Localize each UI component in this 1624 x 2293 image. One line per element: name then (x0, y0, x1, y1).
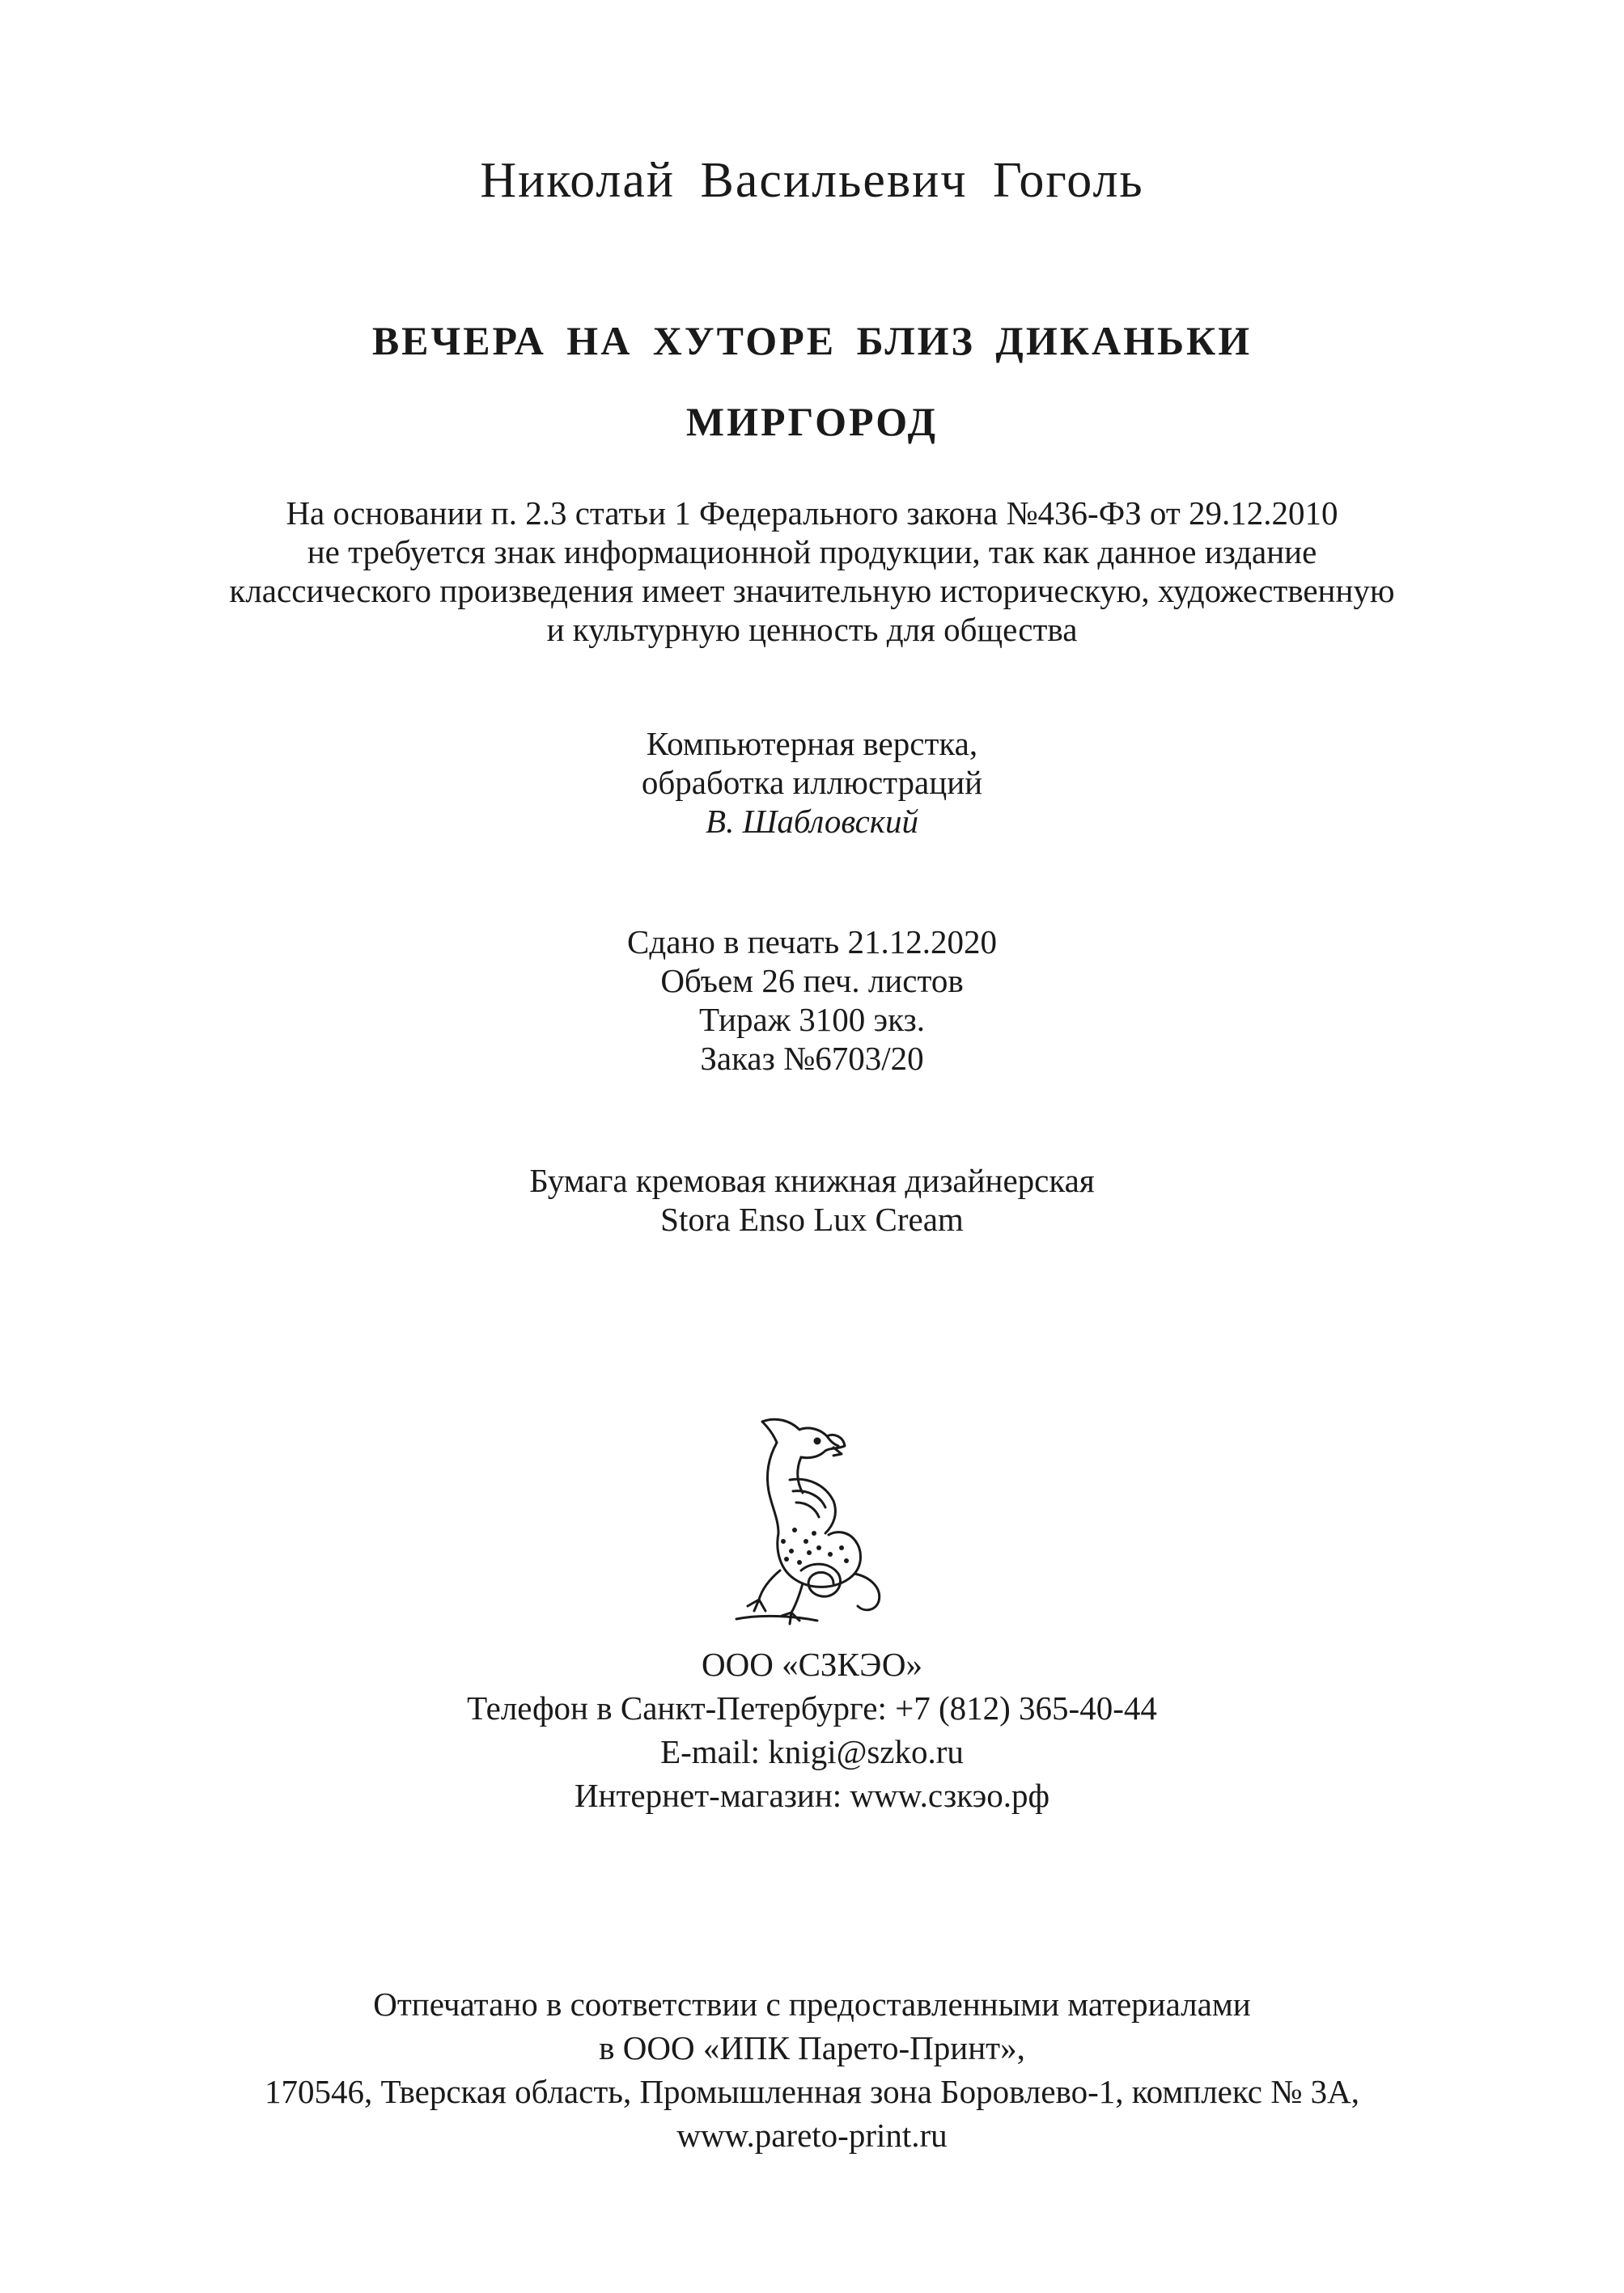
print-run: Тираж 3100 экз. (699, 1001, 925, 1038)
legal-notice-line: не требуется знак информационной продукции, так как данное издание (307, 533, 1317, 570)
order-number: Заказ №6703/20 (700, 1040, 924, 1077)
legal-notice (0, 494, 1624, 649)
printer-line: в ООО «ИПК Парето-Принт», (599, 2029, 1025, 2066)
credits-role: обработка иллюстраций (641, 764, 983, 801)
book-title-2: МИРГОРОД (685, 399, 939, 444)
signed-to-print: Сдано в печать 21.12.2020 (627, 923, 997, 960)
legal-notice-line: На основании п. 2.3 статьи 1 Федерального закона №436-ФЗ от 29.12.2010 (286, 494, 1338, 532)
print-volume: Объем 26 печ. листов (660, 962, 964, 999)
printer-info (0, 1982, 1624, 2157)
credits-role: Компьютерная верстка, (646, 725, 978, 762)
book-title-1: ВЕЧЕРА НА ХУТОРЕ БЛИЗ ДИКАНЬКИ (371, 318, 1253, 363)
printer-line: 170546, Тверская область, Промышленная зона Боровлево-1, комплекс № 3А, (265, 2073, 1359, 2110)
publisher-email: E-mail: knigi@szko.ru (660, 1733, 964, 1770)
printer-line: Отпечатано в соответствии с предоставленными материалами (373, 1986, 1251, 2023)
legal-notice-line: и культурную ценность для общества (546, 611, 1078, 648)
publisher-shop: Интернет-магазин: www.сзкэо.рф (574, 1777, 1050, 1814)
publisher-info (0, 1642, 1624, 1817)
publisher-name: ООО «СЗКЭО» (702, 1646, 922, 1683)
publisher-logo-dragon-icon (712, 1412, 906, 1630)
printer-line: www.pareto-print.ru (676, 2117, 948, 2154)
paper-type: Бумага кремовая книжная дизайнерская (529, 1162, 1095, 1199)
publisher-phone: Телефон в Санкт-Петербурге: +7 (812) 365-40-44 (467, 1689, 1157, 1727)
credits (0, 724, 1624, 841)
credits-name: В. Шабловский (706, 803, 918, 840)
paper-brand: Stora Enso Lux Cream (660, 1201, 964, 1238)
paper-info (0, 1161, 1624, 1239)
print-info (0, 922, 1624, 1078)
legal-notice-line: классического произведения имеет значительную историческую, художественную (229, 572, 1395, 609)
author-name: Николай Васильевич Гоголь (480, 153, 1144, 208)
